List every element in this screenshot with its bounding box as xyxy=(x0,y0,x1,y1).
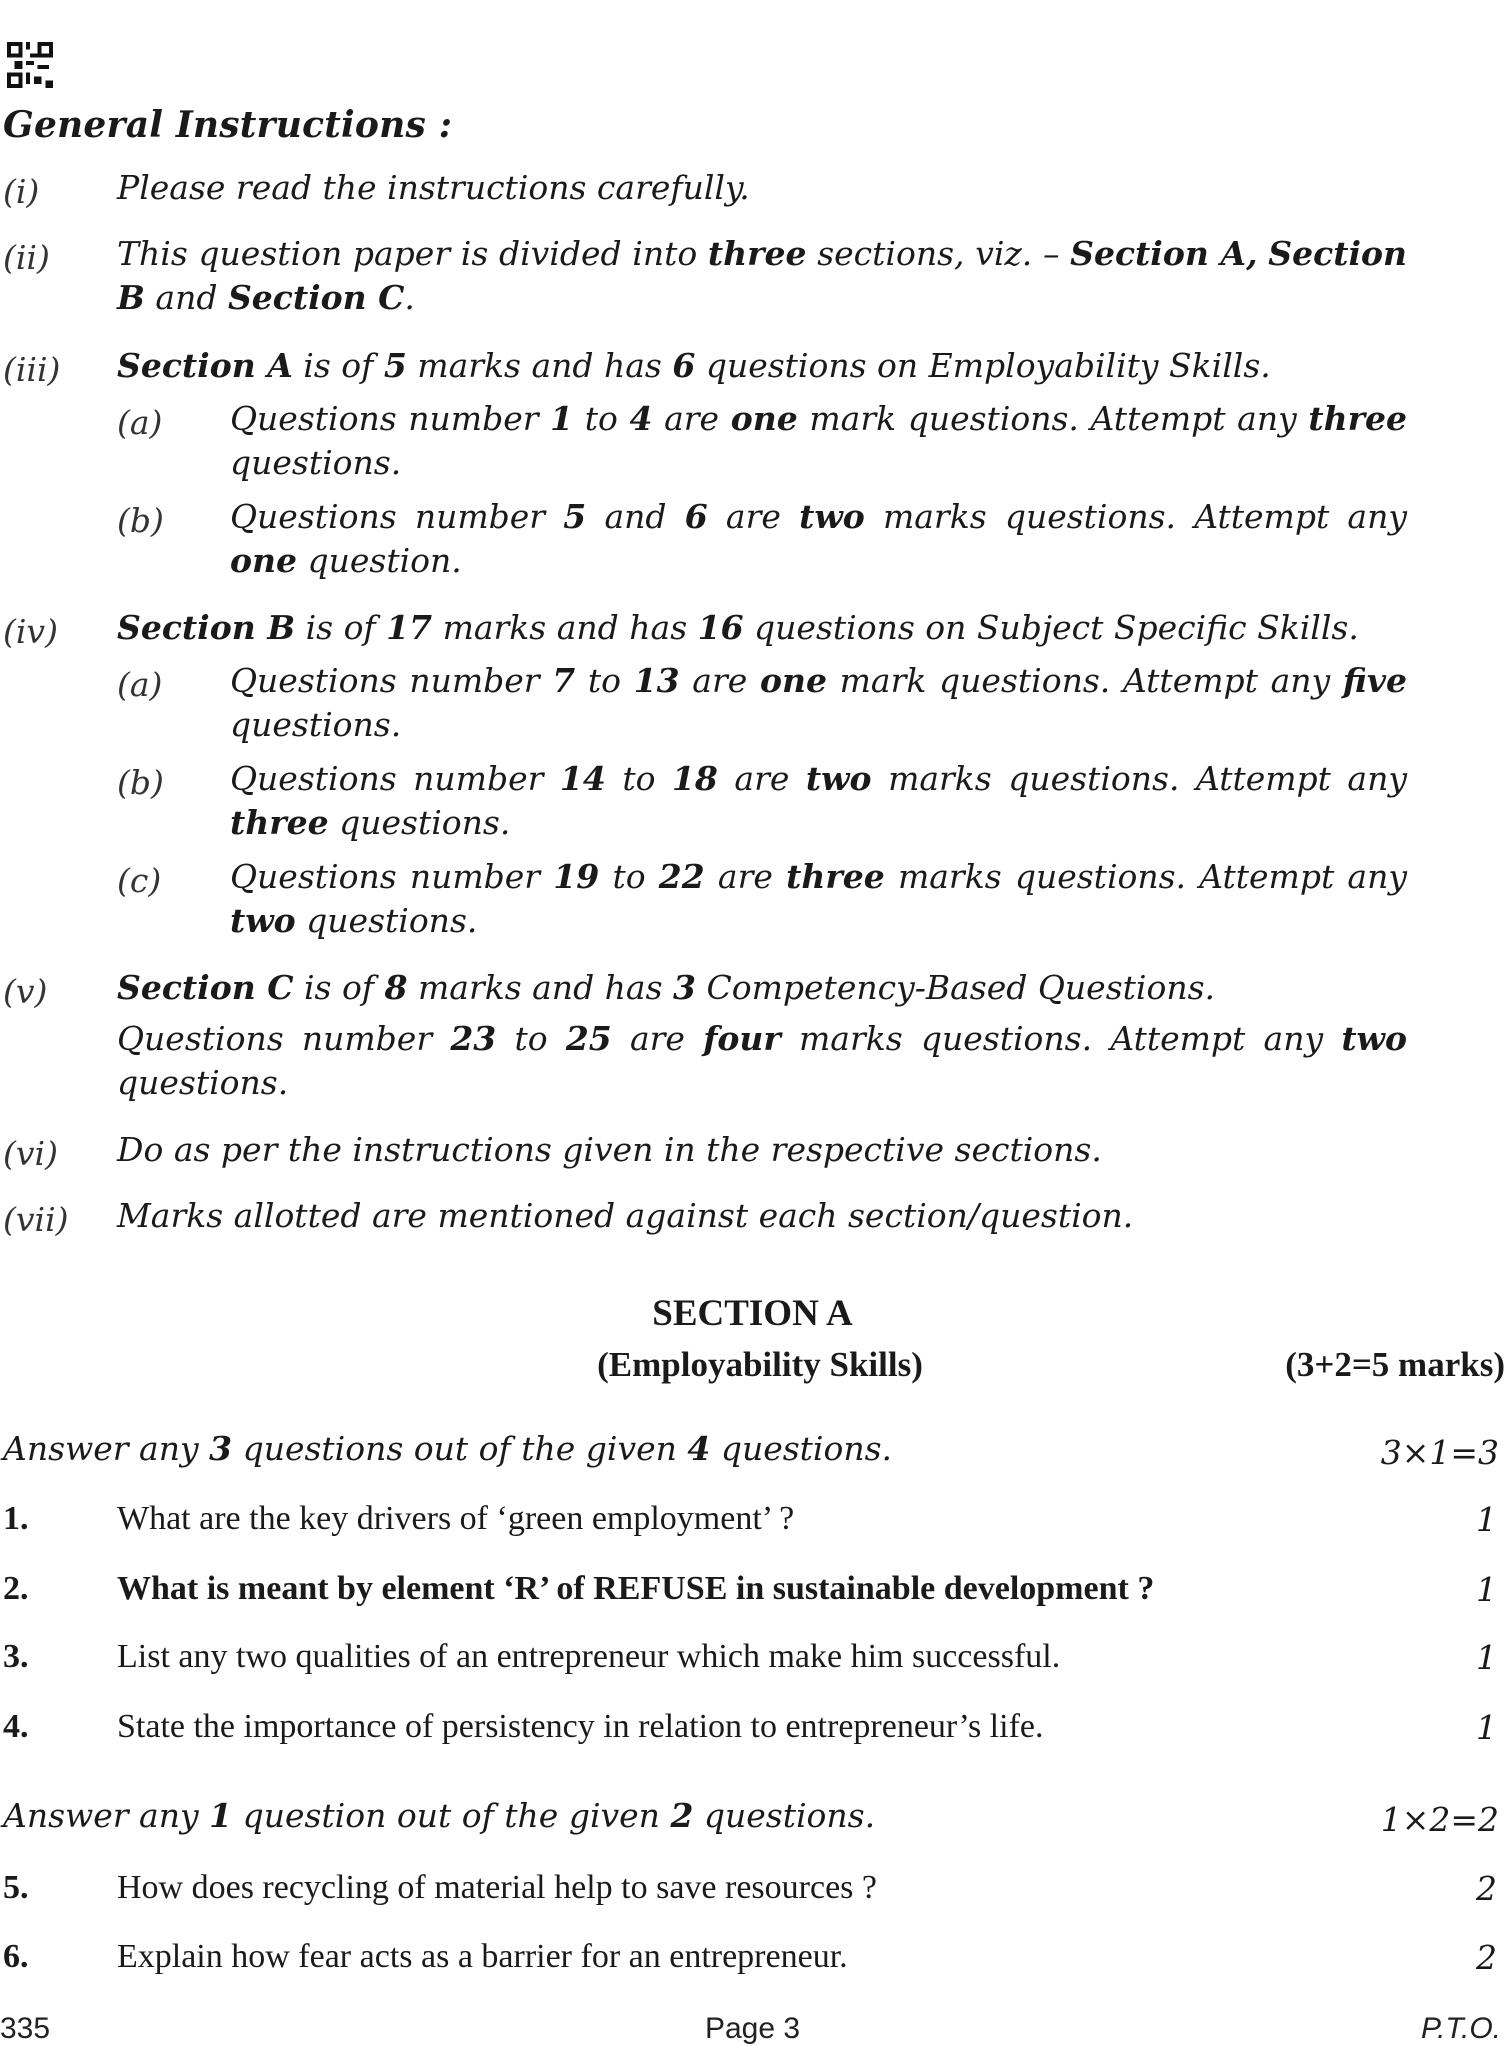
text-run: questions. xyxy=(328,803,511,842)
question-number: 6. xyxy=(3,1938,29,1975)
question-text: State the importance of persistency in relation to entrepreneur’s life. xyxy=(117,1708,1044,1745)
text-run: is of xyxy=(295,608,387,647)
emphasis-text: 5 xyxy=(383,346,407,385)
paper-code: 335 xyxy=(0,2012,51,2045)
emphasis-text: 16 xyxy=(697,608,744,647)
text-run: to xyxy=(573,399,630,438)
question-marks: 2 xyxy=(1476,1938,1497,1977)
group-marks-scheme: 1×2=2 xyxy=(1380,1800,1499,1839)
text-run: are xyxy=(611,1019,704,1058)
question-number: 1. xyxy=(3,1500,29,1537)
text-run: marks questions. Attempt any xyxy=(871,759,1407,798)
section-title: SECTION A xyxy=(652,1293,853,1334)
instruction-text xyxy=(117,1017,1407,1105)
text-run: are xyxy=(679,661,760,700)
text-run: Questions number xyxy=(230,857,554,896)
text-run: and xyxy=(586,497,685,536)
text-run: to xyxy=(605,759,672,798)
instruction-text xyxy=(117,344,1407,388)
question-text: List any two qualities of an entrepreneur which make him successful. xyxy=(117,1638,1061,1675)
emphasis-text: Section B xyxy=(117,234,1407,317)
text-run: sections, viz. – xyxy=(806,234,1071,273)
emphasis-text: five xyxy=(1342,661,1407,700)
text-run: questions on Employability Skills. xyxy=(695,346,1271,385)
instruction-text xyxy=(230,757,1407,845)
emphasis-text: 4 xyxy=(687,1429,711,1468)
instruction-number: (vii) xyxy=(3,1200,69,1239)
emphasis-text: 6 xyxy=(684,497,708,536)
question-text: What are the key drivers of ‘green employment’ ? xyxy=(117,1500,795,1537)
emphasis-text: four xyxy=(703,1019,781,1058)
emphasis-text: Section A, xyxy=(1070,234,1258,273)
instruction-text xyxy=(117,966,1407,1010)
text-run: Marks allotted are mentioned against each section/question. xyxy=(117,1196,1134,1235)
emphasis-text: one xyxy=(730,399,798,438)
emphasis-text: two xyxy=(805,759,872,798)
question-marks: 1 xyxy=(1476,1570,1497,1609)
instruction-text xyxy=(230,659,1407,747)
instruction-text xyxy=(230,397,1407,485)
emphasis-text: Section B xyxy=(117,608,296,647)
text-run: . xyxy=(404,278,415,317)
instruction-text xyxy=(117,166,1407,210)
qr-code-icon xyxy=(6,42,54,88)
text-run: are xyxy=(652,399,731,438)
text-run: questions. xyxy=(710,1429,893,1468)
text-run: marks and has xyxy=(406,346,673,385)
text-run: This question paper is divided into xyxy=(117,234,708,273)
emphasis-text: Section A xyxy=(117,346,293,385)
emphasis-text: 14 xyxy=(559,759,606,798)
text-run: marks questions. Attempt any xyxy=(884,857,1408,896)
emphasis-text: 8 xyxy=(384,968,408,1007)
emphasis-text: 22 xyxy=(658,857,705,896)
text-run: and xyxy=(144,278,228,317)
question-number: 5. xyxy=(3,1869,29,1906)
emphasis-text: 3 xyxy=(673,968,696,1007)
instruction-number: (a) xyxy=(117,665,163,704)
text-run: questions. xyxy=(230,443,402,482)
text-run xyxy=(1258,234,1269,273)
emphasis-text: 18 xyxy=(671,759,718,798)
general-instructions-heading: General Instructions : xyxy=(3,104,453,146)
text-run: question. xyxy=(297,541,462,580)
question-marks: 1 xyxy=(1476,1638,1497,1677)
instruction-text xyxy=(117,1194,1407,1238)
group-marks-scheme: 3×1=3 xyxy=(1380,1433,1499,1472)
question-marks: 1 xyxy=(1476,1708,1497,1747)
emphasis-text: Section C xyxy=(117,968,294,1007)
question-text: What is meant by element ‘R’ of REFUSE in sustainable development ? xyxy=(117,1570,1155,1607)
emphasis-text: 13 xyxy=(633,661,680,700)
text-run: Please read the instructions carefully. xyxy=(117,168,750,207)
text-run: to xyxy=(599,857,659,896)
text-run: is of xyxy=(293,968,385,1007)
text-run: Do as per the instructions given in the respective sections. xyxy=(117,1130,1102,1169)
emphasis-text: three xyxy=(230,803,329,842)
emphasis-text: three xyxy=(707,234,807,273)
instruction-number: (v) xyxy=(3,972,48,1011)
emphasis-text: Section C xyxy=(227,278,405,317)
emphasis-text: one xyxy=(230,541,297,580)
question-marks: 2 xyxy=(1476,1869,1497,1908)
instruction-text xyxy=(230,495,1407,583)
text-run: marks and has xyxy=(407,968,674,1007)
text-run: questions. xyxy=(117,1063,289,1102)
page-number: Page 3 xyxy=(704,2012,801,2045)
emphasis-text: 17 xyxy=(386,608,433,647)
text-run: Answer any xyxy=(3,1429,210,1468)
question-marks: 1 xyxy=(1476,1500,1497,1539)
text-run: Questions number xyxy=(230,661,553,700)
emphasis-text: 5 xyxy=(563,497,587,536)
emphasis-text: 23 xyxy=(450,1019,497,1058)
emphasis-text: 3 xyxy=(209,1429,233,1468)
question-text: How does recycling of material help to save resources ? xyxy=(117,1869,877,1906)
text-run: Questions number xyxy=(117,1019,451,1058)
text-run: Questions number xyxy=(230,759,560,798)
instruction-number: (c) xyxy=(117,861,162,900)
instruction-number: (ii) xyxy=(3,238,50,277)
text-run: to xyxy=(496,1019,566,1058)
text-run: Answer any xyxy=(3,1796,210,1835)
emphasis-text: 6 xyxy=(672,346,696,385)
question-number: 4. xyxy=(3,1708,29,1745)
instruction-number: (vi) xyxy=(3,1134,58,1173)
text-run: questions on Subject Specific Skills. xyxy=(743,608,1359,647)
section-subtitle: (Employability Skills) xyxy=(597,1345,923,1384)
emphasis-text: 25 xyxy=(565,1019,612,1058)
emphasis-text: 19 xyxy=(553,857,600,896)
emphasis-text: three xyxy=(1308,399,1407,438)
text-run: to xyxy=(575,661,634,700)
text-run: Questions number xyxy=(230,497,564,536)
text-run: is of xyxy=(292,346,384,385)
emphasis-text: two xyxy=(1341,1019,1407,1058)
emphasis-text: 1 xyxy=(209,1796,233,1835)
text-run: question out of the given xyxy=(232,1796,671,1835)
question-number: 2. xyxy=(3,1570,29,1607)
instruction-number: (a) xyxy=(117,403,163,442)
instruction-number: (b) xyxy=(117,501,164,540)
emphasis-text: two xyxy=(799,497,865,536)
emphasis-text: one xyxy=(759,661,827,700)
emphasis-text: 2 xyxy=(670,1796,694,1835)
text-run: are xyxy=(717,759,806,798)
instruction-text xyxy=(117,232,1407,320)
emphasis-text: two xyxy=(230,901,296,940)
text-run: questions. xyxy=(295,901,478,940)
text-run: are xyxy=(704,857,787,896)
instruction-number: (iii) xyxy=(3,350,61,389)
question-text: Explain how fear acts as a barrier for an entrepreneur. xyxy=(117,1938,848,1975)
instruction-number: (iv) xyxy=(3,612,58,651)
text-run: Questions number xyxy=(230,399,551,438)
instruction-number: (b) xyxy=(117,763,164,802)
instruction-text xyxy=(117,606,1407,650)
text-run: questions. xyxy=(230,705,402,744)
emphasis-text: 4 xyxy=(629,399,653,438)
text-run: are xyxy=(707,497,800,536)
instruction-text xyxy=(117,1128,1407,1172)
group-instruction xyxy=(3,1794,875,1838)
text-run: questions. xyxy=(693,1796,876,1835)
pto-label: P.T.O. xyxy=(1420,2012,1501,2045)
text-run: marks questions. Attempt any xyxy=(780,1019,1342,1058)
emphasis-text: three xyxy=(786,857,885,896)
text-run: mark questions. Attempt any xyxy=(826,661,1343,700)
text-run: marks and has xyxy=(432,608,698,647)
group-instruction xyxy=(3,1427,892,1471)
text-run: questions out of the given xyxy=(232,1429,688,1468)
text-run: marks questions. Attempt any xyxy=(864,497,1407,536)
instruction-number: (i) xyxy=(3,172,40,211)
section-marks: (3+2=5 marks) xyxy=(1285,1345,1505,1384)
emphasis-text: 7 xyxy=(552,661,576,700)
emphasis-text: 1 xyxy=(550,399,574,438)
instruction-text xyxy=(230,855,1407,943)
text-run: Competency-Based Questions. xyxy=(696,968,1216,1007)
question-number: 3. xyxy=(3,1638,29,1675)
text-run: mark questions. Attempt any xyxy=(797,399,1309,438)
